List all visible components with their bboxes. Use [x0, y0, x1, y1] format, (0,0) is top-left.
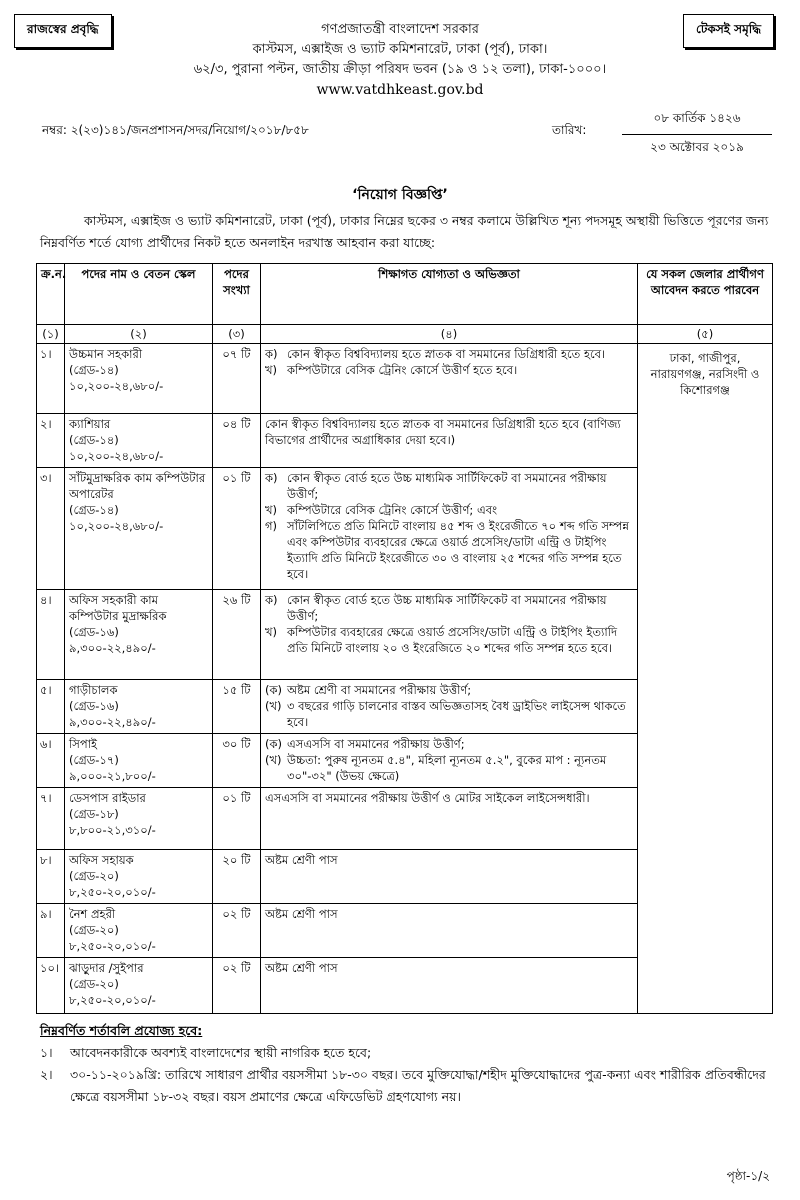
cell-serial: ৯।: [37, 904, 65, 958]
post-grade: (গ্রেড-১৭): [69, 753, 119, 767]
post-pay-scale: ১০,২০০-২৪,৬৮০/-: [69, 379, 164, 393]
cell-qualification: [261, 734, 638, 788]
qualification-text: কোন স্বীকৃত বিশ্ববিদ্যালয় হতে স্নাতক বা সমমানের ডিগ্রিধারী হতে হবে।: [287, 347, 606, 361]
qualification-text: কম্পিউটার ব্যবহারের ক্ষেত্রে ওয়ার্ড প্রসেসিং/ডাটা এন্ট্রি ও টাইপিং ইত্যাদি প্রতি মিনিটে বাংলায় ২০ ও ইংরেজিতে ২০ শব্দের গতি সম্পন্ন হতে হবে।: [287, 625, 617, 655]
cell-post-count: ০২ টি: [213, 904, 261, 958]
qualification-text: এসএসসি বা সমমানের পরীক্ষায় উত্তীর্ণ;: [287, 737, 465, 751]
cell-serial: ৪।: [37, 590, 65, 680]
date-bangla: ০৮ কার্তিক ১৪২৬: [622, 110, 772, 135]
qualification-item: [265, 790, 633, 806]
cell-post-count: ২৬ টি: [213, 590, 261, 680]
qualification-text: কোন স্বীকৃত বোর্ড হতে উচ্চ মাধ্যমিক সার্টিফিকেট বা সমমানের পরীক্ষায় উত্তীর্ণ;: [287, 593, 607, 623]
qualification-item: [265, 752, 633, 784]
page-number: পৃষ্ঠা-১/২: [726, 1169, 770, 1183]
qualification-item: [265, 960, 633, 976]
header-address: ৬২/৩, পুরানা পল্টন, জাতীয় ক্রীড়া পরিষদ ভবন (১৯ ও ১২ তলা), ঢাকা-১০০০।: [193, 62, 607, 77]
cell-serial: ১।: [37, 344, 65, 414]
cell-post: [65, 958, 213, 1014]
qualification-text: কম্পিউটারে বেসিক ট্রেনিং কোর্সে উত্তীর্ণ; এবং: [287, 503, 498, 517]
date-english: ২৩ অক্টোবর ২০১৯: [650, 140, 744, 154]
condition-text: ৩০-১১-২০১৯খ্রি: তারিখে সাধারণ প্রার্থীর বয়সসীমা ১৮-৩০ বছর। তবে মুক্তিযোদ্ধা/শহীদ মুক্তিযোদ্ধাদের পুত্র-কন্যা এবং শারীরিক প্রতিবন্ধীদের ক্ষেত্রে বয়সসীমা ১৮-৩২ বছর। বয়স প্রমাণের ক্ষেত্রে এফিডেভিট গ্রহণযোগ্য নয়।: [70, 1067, 766, 1104]
post-pay-scale: ৮,৮০০-২১,৩১০/-: [69, 823, 156, 837]
post-name: সাঁটমুদ্রাক্ষরিক কাম কম্পিউটার অপারেটর: [69, 471, 206, 501]
col-header-post: পদের নাম ও বেতন স্কেল: [65, 264, 213, 325]
post-name: উচ্চমান সহকারী: [69, 347, 143, 361]
post-name: নৈশ প্রহরী: [69, 907, 116, 921]
post-name: ক্যাশিয়ার: [69, 417, 111, 431]
cell-post-count: ০৪ টি: [213, 414, 261, 468]
post-name: ঝাড়ুদার /সুইপার: [69, 961, 144, 975]
date-block: [622, 110, 772, 159]
qualification-item: [265, 362, 633, 378]
cell-qualification: [261, 344, 638, 414]
qualification-item: [265, 698, 633, 730]
post-name: অফিস সহায়ক: [69, 853, 134, 867]
intro-paragraph: কাস্টমস, এক্সাইজ ও ভ্যাট কমিশনারেট, ঢাকা (পূর্ব), ঢাকার নিম্নের ছকের ৩ নম্বর কলামে উল্লিখিত শূন্য পদসমূহ অস্থায়ী ভিত্তিতে পূরণের জন্য নিম্নবর্ণিত শর্তে যোগ্য প্রার্থীদের নিকট হতে অনলাইন দরখাস্ত আহবান করা যাচ্ছে:: [40, 213, 769, 250]
cell-post: [65, 590, 213, 680]
cell-post: [65, 344, 213, 414]
qualification-item: [265, 736, 633, 752]
qualification-item: [265, 906, 633, 922]
cell-qualification: [261, 414, 638, 468]
post-pay-scale: ৯,০০০-২১,৮০০/-: [69, 769, 156, 783]
cell-post: [65, 734, 213, 788]
post-name: ডেসপাস রাইডার: [69, 791, 146, 805]
col-index: (৪): [261, 325, 638, 344]
cell-qualification: [261, 590, 638, 680]
col-header-serial: ক্র.ন.: [37, 264, 65, 325]
cell-post-count: ০২ টি: [213, 958, 261, 1014]
header-office: কাস্টমস, এক্সাইজ ও ভ্যাট কমিশনারেট, ঢাকা (পূর্ব), ঢাকা।: [252, 42, 548, 57]
qualification-item: [265, 682, 633, 698]
qualification-text: কম্পিউটারে বেসিক ট্রেনিং কোর্সে উত্তীর্ণ হতে হবে।: [287, 363, 518, 377]
qualification-text: অষ্টম শ্রেণী পাস: [265, 853, 338, 867]
post-grade: (গ্রেড-২০): [69, 977, 119, 991]
condition-text: আবেদনকারীকে অবশ্যই বাংলাদেশের স্থায়ী নাগরিক হতে হবে;: [70, 1045, 372, 1060]
post-grade: (গ্রেড-১৬): [69, 699, 119, 713]
memo-number: নম্বর: ২(২৩)১৪১/জনপ্রশাসন/সদর/নিয়োগ/২০১৮/৮৫৮: [42, 123, 309, 137]
col-index: (৩): [213, 325, 261, 344]
date-label: তারিখ:: [552, 123, 587, 137]
condition-number: ২।: [40, 1067, 53, 1082]
cell-eligible-districts: ঢাকা, গাজীপুর, নারায়ণগঞ্জ, নরসিংদী ও কিশোরগঞ্জ: [638, 344, 773, 1014]
cell-qualification: [261, 468, 638, 590]
conditions-heading: নিম্নবর্ণিত শর্তাবলি প্রযোজ্য হবে:: [40, 1023, 203, 1038]
qualification-marker: খ): [265, 625, 278, 639]
qualification-marker: গ): [265, 519, 278, 533]
col-header-districts: যে সকল জেলার প্রার্থীগণ আবেদন করতে পারবেন: [638, 264, 773, 325]
qualification-item: [265, 852, 633, 868]
qualification-marker: খ): [265, 363, 278, 377]
qualification-item: [265, 592, 633, 624]
qualification-marker: (ক): [265, 683, 283, 697]
post-grade: (গ্রেড-২০): [69, 869, 119, 883]
qualification-marker: খ): [265, 503, 278, 517]
qualification-item: [265, 518, 633, 582]
post-pay-scale: ৮,২৫০-২০,০১০/-: [69, 993, 156, 1007]
cell-qualification: [261, 680, 638, 734]
cell-qualification: [261, 850, 638, 904]
post-grade: (গ্রেড-১৬): [69, 625, 119, 639]
post-pay-scale: ৮,২৫০-২০,০১০/-: [69, 885, 156, 899]
cell-post-count: ০৭ টি: [213, 344, 261, 414]
qualification-text: উচ্চতা: পুরুষ ন্যূনতম ৫.৪", মহিলা ন্যূনতম ৫.২", বুকের মাপ : ন্যূনতম ৩০"-৩২" (উভয় ক্ষেত্রে): [287, 753, 607, 783]
cell-post: [65, 850, 213, 904]
post-grade: (গ্রেড-২০): [69, 923, 119, 937]
cell-serial: ৫।: [37, 680, 65, 734]
qualification-text: অষ্টম শ্রেণী বা সমমানের পরীক্ষায় উত্তীর্ণ;: [287, 683, 472, 697]
cell-serial: ৮।: [37, 850, 65, 904]
post-grade: (গ্রেড-১৮): [69, 807, 119, 821]
header-government: গণপ্রজাতন্ত্রী বাংলাদেশ সরকার: [321, 22, 479, 37]
post-pay-scale: ১০,২০০-২৪,৬৮০/-: [69, 449, 164, 463]
notice-title: ‘নিয়োগ বিজ্ঞপ্তি’: [352, 187, 448, 203]
col-index: (১): [37, 325, 65, 344]
post-grade: (গ্রেড-১৪): [69, 433, 119, 447]
cell-post: [65, 904, 213, 958]
cell-serial: ২।: [37, 414, 65, 468]
qualification-text: কোন স্বীকৃত বোর্ড হতে উচ্চ মাধ্যমিক সার্টিফিকেট বা সমমানের পরীক্ষায় উত্তীর্ণ;: [287, 471, 607, 501]
cell-serial: ৬।: [37, 734, 65, 788]
post-pay-scale: ৯,৩০০-২২,৪৯০/-: [69, 715, 156, 729]
qualification-marker: ক): [265, 347, 278, 361]
cell-post-count: ০১ টি: [213, 788, 261, 850]
qualification-item: [265, 470, 633, 502]
post-name: অফিস সহকারী কাম কম্পিউটার মুদ্রাক্ষরিক: [69, 593, 167, 623]
post-pay-scale: ৯,৩০০-২২,৪৯০/-: [69, 641, 156, 655]
cell-post-count: ০১ টি: [213, 468, 261, 590]
cell-post: [65, 414, 213, 468]
col-header-qualification: শিক্ষাগত যোগ্যতা ও অভিজ্ঞতা: [261, 264, 638, 325]
cell-post: [65, 680, 213, 734]
table-row: [37, 344, 773, 414]
qualification-text: এসএসসি বা সমমানের পরীক্ষায় উত্তীর্ণ ও মোটর সাইকেল লাইসেন্সধারী।: [265, 791, 590, 805]
post-grade: (গ্রেড-১৪): [69, 503, 119, 517]
qualification-item: [265, 416, 633, 448]
post-pay-scale: ১০,২০০-২৪,৬৮০/-: [69, 519, 164, 533]
cell-serial: ১০।: [37, 958, 65, 1014]
qualification-marker: (খ): [265, 699, 282, 713]
cell-post-count: ১৫ টি: [213, 680, 261, 734]
cell-qualification: [261, 958, 638, 1014]
qualification-marker: ক): [265, 593, 278, 607]
qualification-item: [265, 502, 633, 518]
cell-post: [65, 468, 213, 590]
badge-sustainable-prosperity: টেকসই সমৃদ্ধি: [683, 14, 774, 48]
badge-revenue-growth: রাজস্বের প্রবৃদ্ধি: [14, 14, 112, 48]
col-index: (৫): [638, 325, 773, 344]
vacancy-table: [36, 263, 773, 1014]
cell-post-count: ২০ টি: [213, 850, 261, 904]
post-name: গাড়ীচালক: [69, 683, 118, 697]
post-grade: (গ্রেড-১৪): [69, 363, 119, 377]
qualification-text: ৩ বছরের গাড়ি চালনোর বাস্তব অভিজ্ঞতাসহ বৈধ ড্রাইভিং লাইসেন্স থাকতে হবে।: [287, 699, 626, 729]
qualification-marker: (ক): [265, 737, 283, 751]
header-website-link[interactable]: www.vatdhkeast.gov.bd: [316, 82, 484, 98]
qualification-text: অষ্টম শ্রেণী পাস: [265, 907, 338, 921]
condition-item: [40, 1042, 780, 1064]
condition-item: [40, 1064, 780, 1108]
cell-post: [65, 788, 213, 850]
qualification-text: সাঁটলিপিতে প্রতি মিনিটে বাংলায় ৪৫ শব্দ ও ইংরেজীতে ৭০ শব্দ গতি সম্পন্ন এবং কম্পিউটার ব্যবহারের ক্ষেত্রে ওয়ার্ড প্রসেসিং/ডাটা এন্ট্রি ও টাইপিং ইত্যাদি প্রতি মিনিটে ইংরেজীতে ৩০ ও বাংলায় ২৫ শব্দের গতি সম্পন্ন হতে হবে।: [287, 519, 629, 581]
qualification-text: অষ্টম শ্রেণী পাস: [265, 961, 338, 975]
condition-number: ১।: [40, 1045, 53, 1060]
cell-qualification: [261, 904, 638, 958]
cell-serial: ৩।: [37, 468, 65, 590]
cell-qualification: [261, 788, 638, 850]
qualification-item: [265, 346, 633, 362]
post-name: সিপাই: [69, 737, 98, 751]
qualification-item: [265, 624, 633, 656]
conditions-section: [40, 1020, 780, 1108]
cell-serial: ৭।: [37, 788, 65, 850]
cell-post-count: ৩০ টি: [213, 734, 261, 788]
qualification-marker: (খ): [265, 753, 282, 767]
qualification-text: কোন স্বীকৃত বিশ্ববিদ্যালয় হতে স্নাতক বা সমমানের ডিগ্রিধারী হতে হবে (বাণিজ্য বিভাগের প্রার্থীদের অগ্রাধিকার দেয়া হবে।): [265, 417, 621, 447]
table-header-row: [37, 264, 773, 325]
col-header-count: পদের সংখ্যা: [213, 264, 261, 325]
qualification-marker: ক): [265, 471, 278, 485]
table-index-row: [37, 325, 773, 344]
post-pay-scale: ৮,২৫০-২০,০১০/-: [69, 939, 156, 953]
col-index: (২): [65, 325, 213, 344]
